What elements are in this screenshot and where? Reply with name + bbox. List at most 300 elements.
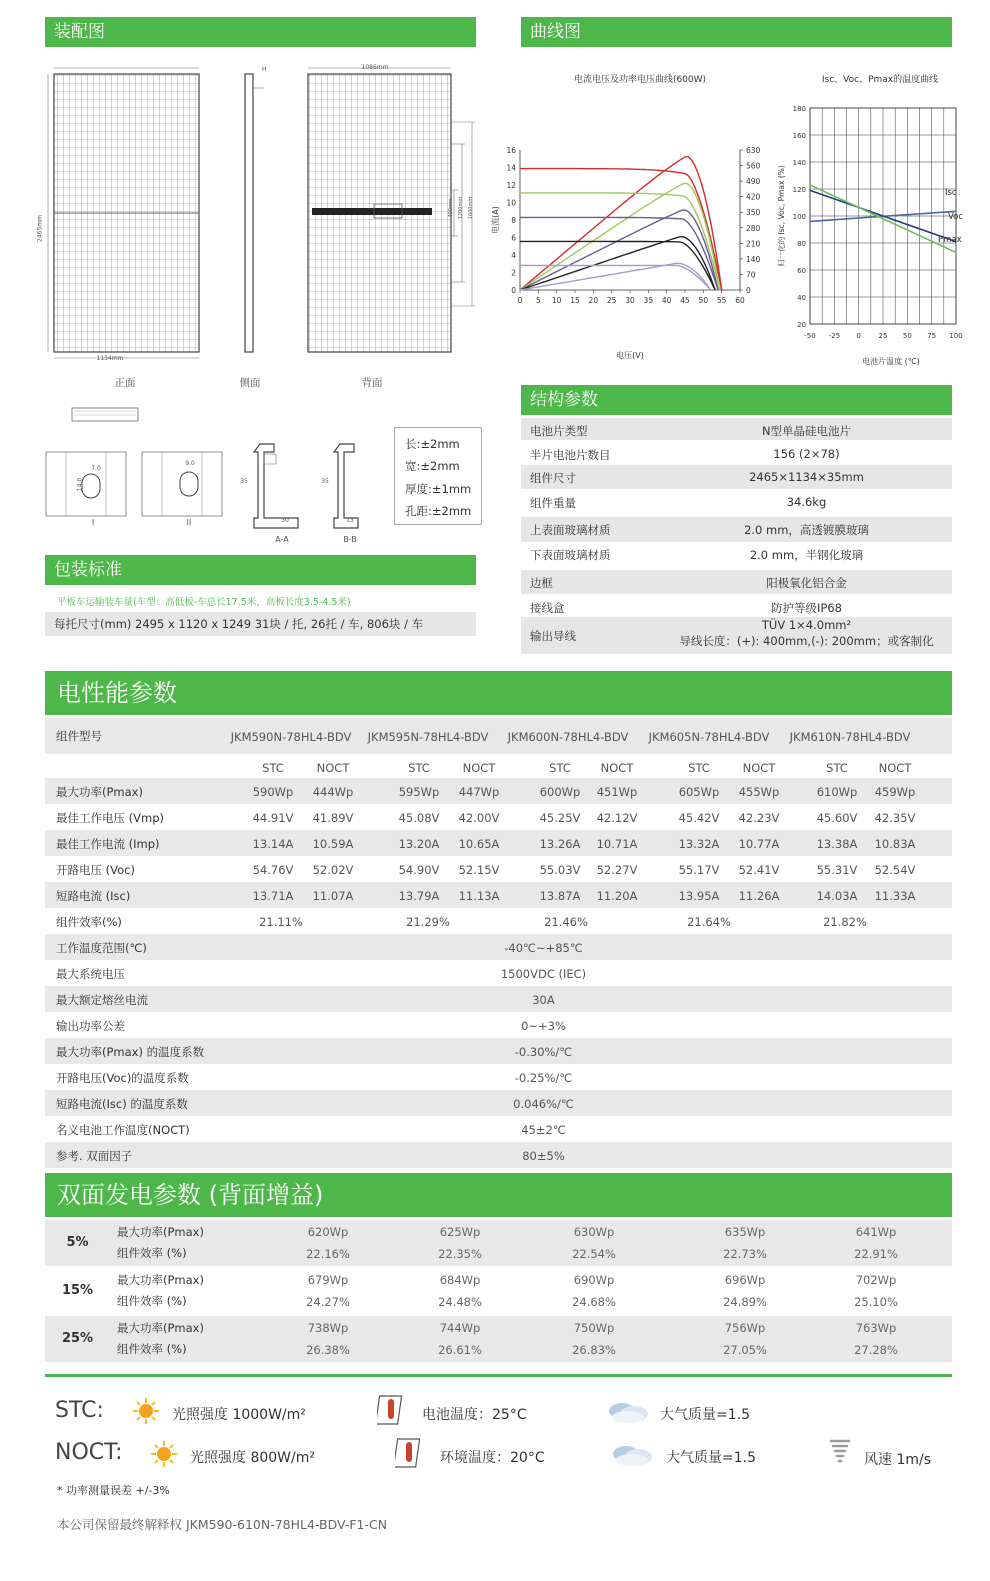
electrical-value: 11.13A	[458, 889, 500, 903]
electrical-value: 45.25V	[539, 811, 581, 825]
structure-header: 结构参数	[521, 385, 952, 415]
col-noct: NOCT	[742, 761, 776, 775]
bifacial-eff: 22.16%	[306, 1247, 350, 1261]
front-width-dim: 1134mm	[96, 355, 124, 362]
merged-row	[45, 986, 952, 1012]
structure-value: 2465×1134×35mm	[749, 470, 864, 484]
iv-x-tick: 50	[698, 296, 709, 305]
temp-y-tick: 20	[797, 321, 806, 329]
section-aa-label: A-A	[275, 535, 289, 544]
electrical-value: 13.38A	[816, 837, 858, 851]
electrical-value: 13.71A	[252, 889, 294, 903]
iv-x-tick: 60	[735, 296, 745, 305]
back-label: 背面	[361, 377, 383, 389]
electrical-key: 最大功率(Pmax)	[56, 785, 143, 799]
structure-key: 边框	[530, 576, 553, 590]
electrical-value: 451Wp	[596, 785, 638, 799]
electrical-value: 44.91V	[252, 811, 294, 825]
noct-label: NOCT:	[55, 1440, 123, 1465]
iv-x-tick: 20	[588, 296, 599, 305]
electrical-value: 41.89V	[312, 811, 354, 825]
iv-y-left-tick: 4	[511, 251, 516, 260]
back-width-dim: 1086mm	[361, 64, 389, 71]
electrical-row	[45, 804, 952, 830]
bifacial-pmax-label: 最大功率(Pmax)	[117, 1225, 204, 1239]
col-noct: NOCT	[316, 761, 350, 775]
iv-y-right-tick: 280	[746, 223, 761, 233]
merged-row	[45, 1012, 952, 1038]
iv-x-tick: 10	[551, 296, 562, 305]
col-noct: NOCT	[600, 761, 634, 775]
electrical-value: 13.26A	[539, 837, 581, 851]
noct-air-mass: 大气质量=1.5	[666, 1450, 756, 1466]
bifacial-eff: 26.38%	[306, 1343, 350, 1357]
bifacial-pmax: 630Wp	[573, 1225, 615, 1239]
tolerance-box	[394, 427, 482, 525]
iv-y-right-tick: 560	[746, 161, 761, 171]
electrical-value: 11.26A	[738, 889, 780, 903]
dim-35-aa: 35	[240, 478, 248, 485]
side-label: 侧面	[239, 377, 261, 389]
model-2: JKM595N-78HL4-BDV	[367, 730, 489, 744]
merged-key: 短路电流(Isc) 的温度系数	[56, 1097, 188, 1111]
col-stc: STC	[549, 761, 571, 775]
bifacial-eff: 24.27%	[306, 1295, 350, 1309]
electrical-value: 52.15V	[458, 863, 500, 877]
structure-row	[521, 490, 952, 516]
front-label: 正面	[114, 377, 136, 389]
structure-row	[521, 570, 952, 594]
temp-y-tick: 140	[792, 159, 806, 167]
merged-key: 输出功率公差	[56, 1019, 125, 1033]
bifacial-eff: 22.73%	[723, 1247, 767, 1261]
iv-x-tick: 45	[680, 296, 690, 305]
side-panel	[245, 74, 253, 352]
merged-row	[45, 1142, 952, 1168]
electrical-value: 42.12V	[596, 811, 638, 825]
electrical-value: 13.14A	[252, 837, 294, 851]
temp-x-tick: 100	[949, 332, 963, 340]
electrical-value: 42.35V	[874, 811, 916, 825]
bifacial-eff-label: 组件效率 (%)	[117, 1246, 187, 1260]
structure-row	[521, 542, 952, 569]
bifacial-pmax: 679Wp	[307, 1273, 349, 1287]
electrical-header: 电性能参数	[45, 671, 952, 715]
packaging-note: 平板车运输装车量(车型：高低板-车总长17.5米，高板长度3.5-4.5米)	[57, 597, 351, 608]
iv-x-tick: 15	[570, 296, 580, 305]
iv-y-right-tick: 210	[746, 239, 761, 249]
iv-y-left-tick: 14	[506, 163, 516, 173]
temp-series-label: Voc	[948, 212, 964, 222]
electrical-value: 52.27V	[596, 863, 638, 877]
electrical-value: 11.33A	[874, 889, 916, 903]
merged-value: 30A	[532, 993, 555, 1007]
temp-chart	[770, 100, 970, 370]
bifacial-header: 双面发电参数 (背面增益)	[45, 1173, 952, 1217]
bifacial-eff: 22.54%	[572, 1247, 616, 1261]
iv-y-right-tick: 350	[746, 208, 761, 218]
electrical-value: 55.03V	[539, 863, 581, 877]
bifacial-pmax: 702Wp	[855, 1273, 897, 1287]
iv-chart	[490, 140, 780, 370]
bifacial-pmax: 744Wp	[439, 1321, 481, 1335]
bifacial-pmax: 635Wp	[724, 1225, 766, 1239]
noct-wind-speed: 风速 1m/s	[864, 1452, 932, 1468]
merged-row	[45, 1116, 952, 1142]
structure-key: 组件尺寸	[530, 471, 576, 485]
iv-x-tick: 35	[643, 296, 654, 305]
model-1: JKM590N-78HL4-BDV	[230, 730, 352, 744]
col-stc: STC	[262, 761, 284, 775]
bifacial-pmax: 756Wp	[724, 1321, 766, 1335]
bifacial-percent: 15%	[61, 1283, 94, 1298]
iv-y-right-tick: 490	[746, 177, 761, 187]
efficiency-value: 21.29%	[406, 915, 450, 929]
section-bb-label: B-B	[343, 535, 357, 544]
dim-14: 14.0	[76, 477, 84, 492]
rights-note: 本公司保留最终解释权 JKM590-610N-78HL4-BDV-F1-CN	[57, 1517, 388, 1532]
iv-y-left-tick: 2	[511, 268, 516, 278]
structure-row	[521, 418, 952, 440]
bifacial-eff: 24.48%	[438, 1295, 482, 1309]
electrical-row	[45, 882, 952, 908]
efficiency-key: 组件效率(%)	[56, 915, 122, 929]
electrical-value: 13.95A	[678, 889, 720, 903]
iv-curve	[520, 265, 711, 290]
merged-value: -0.30%/℃	[514, 1045, 573, 1059]
stc-air-mass: 大气质量=1.5	[660, 1407, 750, 1423]
temp-x-tick: 0	[856, 332, 861, 340]
structure-row	[521, 517, 952, 542]
electrical-value: 610Wp	[816, 785, 858, 799]
bifacial-pmax: 620Wp	[307, 1225, 349, 1239]
electrical-value: 52.54V	[874, 863, 916, 877]
stc-irradiance: 光照强度 1000W/m²	[172, 1407, 306, 1423]
electrical-value: 10.65A	[458, 837, 500, 851]
power-tolerance-note: * 功率测量误差 +/-3%	[57, 1484, 170, 1497]
efficiency-value: 21.11%	[259, 915, 303, 929]
bifacial-eff: 27.28%	[854, 1343, 898, 1357]
iv-y-left-tick: 12	[506, 181, 516, 190]
electrical-value: 11.07A	[312, 889, 354, 903]
merged-value: 0~+3%	[521, 1019, 566, 1033]
iv-y-right-tick: 0	[746, 286, 751, 295]
electrical-value: 11.20A	[596, 889, 638, 903]
structure-row	[521, 442, 952, 464]
electrical-value: 14.03A	[816, 889, 858, 903]
electrical-value: 42.00V	[458, 811, 500, 825]
iv-y-right-tick: 420	[746, 192, 761, 202]
merged-value: -40℃~+85℃	[504, 941, 583, 955]
electrical-value: 459Wp	[874, 785, 916, 799]
electrical-value: 13.32A	[678, 837, 720, 851]
bifacial-percent: 25%	[61, 1331, 94, 1346]
iv-x-tick: 40	[661, 296, 672, 305]
packaging-spec: 每托尺寸(mm) 2495 x 1120 x 1249 31块 / 托, 26托 / 车, 806块 / 车	[45, 612, 476, 636]
dim-7: 7.0	[91, 465, 101, 472]
electrical-value: 455Wp	[738, 785, 780, 799]
bifacial-pmax-label: 最大功率(Pmax)	[117, 1321, 204, 1335]
bifacial-pmax-label: 最大功率(Pmax)	[117, 1273, 204, 1287]
electrical-key: 开路电压 (Voc)	[56, 863, 135, 877]
iv-y-left-tick: 0	[511, 286, 516, 295]
electrical-value: 54.90V	[398, 863, 440, 877]
structure-key: 上表面玻璃材质	[530, 523, 611, 537]
noct-ambient-temp: 环境温度：20°C	[440, 1450, 545, 1466]
bifacial-eff-label: 组件效率 (%)	[117, 1342, 187, 1356]
temp-x-tick: 75	[927, 332, 937, 340]
junction-box	[312, 208, 432, 215]
electrical-value: 10.71A	[596, 837, 638, 851]
iv-y-left-tick: 10	[506, 198, 516, 208]
structure-row	[521, 465, 952, 489]
electrical-value: 595Wp	[398, 785, 440, 799]
structure-key: 电池片类型	[530, 424, 588, 438]
structure-key: 组件重量	[530, 496, 576, 510]
model-label: 组件型号	[56, 729, 102, 743]
efficiency-value: 21.82%	[823, 915, 867, 929]
cloud-icon	[608, 1440, 656, 1468]
electrical-value: 45.42V	[678, 811, 720, 825]
structure-value: 2.0 mm，半钢化玻璃	[749, 548, 864, 562]
merged-row	[45, 1064, 952, 1090]
structure-key: 半片电池片数目	[530, 448, 611, 462]
dim-13: 13	[346, 517, 354, 524]
iv-x-tick: 30	[625, 296, 635, 305]
merged-value: 45±2℃	[521, 1123, 566, 1137]
temp-y-tick: 120	[792, 186, 806, 194]
col-noct: NOCT	[462, 761, 496, 775]
structure-value: 阳极氧化铝合金	[766, 576, 847, 590]
electrical-value: 55.31V	[816, 863, 858, 877]
iv-x-tick: 25	[606, 296, 617, 305]
bifacial-eff: 24.89%	[723, 1295, 767, 1309]
merged-row	[45, 1090, 952, 1116]
tolerance-width: 宽:±2mm	[405, 459, 460, 473]
iv-y-right-tick: 70	[746, 270, 756, 280]
electrical-value: 600Wp	[539, 785, 581, 799]
temp-y-label: 归一化的 Isc, Voc, Pmax (%)	[777, 165, 786, 267]
bifacial-eff: 25.10%	[854, 1295, 898, 1309]
merged-key: 最大额定熔丝电流	[56, 993, 148, 1007]
bifacial-pmax: 738Wp	[307, 1321, 349, 1335]
temp-chart-title: Isc、Voc、Pmax的温度曲线	[821, 75, 939, 85]
efficiency-row	[45, 908, 952, 934]
electrical-value: 10.83A	[874, 837, 916, 851]
electrical-key: 最佳工作电压 (Vmp)	[56, 811, 164, 825]
bifacial-pmax: 750Wp	[573, 1321, 615, 1335]
electrical-key: 短路电流 (Isc)	[56, 889, 131, 903]
iv-y-right-tick: 140	[746, 254, 761, 264]
model-3: JKM600N-78HL4-BDV	[507, 730, 629, 744]
dim-30: 30	[281, 517, 289, 524]
merged-row	[45, 1038, 952, 1064]
col-stc: STC	[408, 761, 430, 775]
sun-icon	[150, 1440, 178, 1468]
bifacial-pmax: 696Wp	[724, 1273, 766, 1287]
temp-y-tick: 160	[792, 132, 806, 140]
bifacial-pmax: 641Wp	[855, 1225, 897, 1239]
electrical-value: 45.08V	[398, 811, 440, 825]
electrical-row	[45, 856, 952, 882]
structure-key: 输出导线	[530, 629, 576, 643]
electrical-value: 605Wp	[678, 785, 720, 799]
thermometer-icon	[377, 1393, 405, 1427]
tolerance-thickness: 厚度:±1mm	[405, 482, 472, 496]
temp-series-label: Isc	[945, 188, 957, 198]
electrical-value: 590Wp	[252, 785, 294, 799]
dim-1200: 1200mm	[458, 196, 464, 220]
iv-y-left-tick: 16	[506, 146, 516, 155]
bifacial-pmax: 684Wp	[439, 1273, 481, 1287]
bifacial-eff-label: 组件效率 (%)	[117, 1294, 187, 1308]
merged-value: 80±5%	[522, 1149, 565, 1163]
bifacial-pmax: 763Wp	[855, 1321, 897, 1335]
bifacial-eff: 22.91%	[854, 1247, 898, 1261]
bifacial-pmax: 625Wp	[439, 1225, 481, 1239]
thermometer-icon	[395, 1436, 423, 1470]
iv-y-left-tick: 8	[511, 216, 516, 225]
iv-y-label: 电流(A)	[491, 206, 500, 234]
electrical-value: 52.41V	[738, 863, 780, 877]
curves-header: 曲线图	[521, 17, 952, 47]
side-dim-h: H	[262, 66, 267, 73]
bifacial-eff: 24.68%	[572, 1295, 616, 1309]
electrical-value: 52.02V	[312, 863, 354, 877]
dim-400: 400mm	[448, 198, 454, 218]
electrical-value: 42.23V	[738, 811, 780, 825]
bifacial-eff: 26.61%	[438, 1343, 482, 1357]
tolerance-hole: 孔距:±2mm	[405, 504, 472, 518]
temp-series-label: Pmax	[938, 235, 962, 245]
packaging-header: 包装标准	[45, 555, 476, 585]
temp-y-tick: 100	[792, 213, 806, 221]
iv-curve	[520, 217, 718, 290]
structure-key: 接线盒	[530, 601, 565, 615]
bifacial-eff: 26.83%	[572, 1343, 616, 1357]
dim-35-bb: 35	[321, 478, 329, 485]
dim-9: 9.0	[185, 460, 195, 467]
sun-icon	[132, 1397, 160, 1425]
bifacial-percent: 5%	[66, 1235, 89, 1250]
iv-chart-title: 电流电压及功率电压曲线(600W)	[573, 75, 707, 85]
structure-row	[521, 617, 952, 654]
electrical-row	[45, 778, 952, 804]
electrical-value: 10.77A	[738, 837, 780, 851]
temp-y-tick: 60	[797, 267, 806, 275]
col-stc: STC	[826, 761, 848, 775]
structure-key: 下表面玻璃材质	[530, 548, 611, 562]
noct-irradiance: 光照强度 800W/m²	[190, 1450, 315, 1466]
iv-x-tick: 0	[517, 296, 523, 305]
temp-x-label: 电池片温度 (℃)	[862, 357, 920, 366]
efficiency-value: 21.46%	[544, 915, 588, 929]
model-5: JKM610N-78HL4-BDV	[789, 730, 911, 744]
structure-value: 2.0 mm，高透镀膜玻璃	[744, 523, 869, 537]
label-plate	[72, 408, 138, 421]
merged-key: 工作温度范围(℃)	[56, 941, 147, 955]
electrical-value: 13.79A	[398, 889, 440, 903]
structure-value: 34.6kg	[786, 495, 827, 509]
iv-x-label: 电压(V)	[616, 351, 644, 360]
electrical-value: 447Wp	[458, 785, 500, 799]
stc-label: STC:	[55, 1398, 104, 1423]
model-row	[45, 718, 952, 754]
merged-key: 参考. 双面因子	[56, 1149, 133, 1163]
electrical-value: 54.76V	[252, 863, 294, 877]
electrical-row	[45, 830, 952, 856]
temp-x-tick: 25	[878, 332, 888, 340]
col-noct: NOCT	[878, 761, 912, 775]
merged-value: 0.046%/℃	[513, 1097, 574, 1111]
iv-y-right-tick: 630	[746, 146, 761, 155]
bifacial-eff: 22.35%	[438, 1247, 482, 1261]
electrical-key: 最佳工作电流 (Imp)	[56, 837, 160, 851]
pv-curve	[520, 183, 720, 290]
detail-ii-label: II	[186, 518, 192, 527]
bifacial-group	[45, 1316, 952, 1362]
bifacial-group	[45, 1220, 952, 1266]
temp-y-tick: 80	[797, 240, 806, 248]
detail-i-label: I	[91, 518, 95, 527]
merged-row	[45, 934, 952, 960]
iv-y-left-tick: 6	[511, 233, 516, 243]
efficiency-value: 21.64%	[687, 915, 731, 929]
temp-y-tick: 40	[797, 294, 806, 302]
electrical-value: 45.60V	[816, 811, 858, 825]
temp-x-tick: -25	[828, 332, 841, 340]
conditions-divider	[45, 1374, 952, 1377]
merged-row	[45, 960, 952, 986]
stc-noct-row	[45, 754, 952, 780]
bifacial-eff: 27.05%	[723, 1343, 767, 1357]
iv-x-tick: 5	[535, 296, 541, 305]
merged-value: 1500VDC (IEC)	[500, 967, 587, 981]
merged-key: 开路电压(Voc)的温度系数	[56, 1071, 189, 1085]
bifacial-pmax: 690Wp	[573, 1273, 615, 1287]
iv-x-tick: 55	[716, 296, 727, 305]
structure-value: 156 (2×78)	[773, 447, 840, 461]
electrical-value: 10.59A	[312, 837, 354, 851]
section-bb	[334, 444, 358, 528]
temp-x-tick: -50	[804, 332, 816, 340]
col-stc: STC	[688, 761, 710, 775]
structure-value: 防护等级IP68	[771, 601, 842, 615]
stc-cell-temp: 电池温度：25°C	[422, 1407, 527, 1423]
merged-value: -0.25%/℃	[514, 1071, 573, 1085]
model-4: JKM605N-78HL4-BDV	[648, 730, 770, 744]
tolerance-length: 长:±2mm	[405, 437, 460, 451]
wind-icon	[828, 1436, 852, 1468]
cloud-icon	[604, 1397, 652, 1425]
electrical-value: 13.87A	[539, 889, 581, 903]
electrical-value: 444Wp	[312, 785, 354, 799]
electrical-value: 13.20A	[398, 837, 440, 851]
temp-x-tick: 50	[902, 332, 912, 340]
structure-value: N型单晶硅电池片	[761, 424, 852, 438]
structure-value-2: 导线长度：(+): 400mm,(-): 200mm；或客制化	[679, 634, 934, 648]
bifacial-group	[45, 1268, 952, 1314]
merged-key: 名义电池工作温度(NOCT)	[56, 1123, 190, 1137]
temp-y-tick: 180	[792, 105, 806, 113]
structure-value: TÜV 1×4.0mm²	[761, 618, 852, 632]
merged-key: 最大功率(Pmax) 的温度系数	[56, 1045, 205, 1059]
electrical-value: 55.17V	[678, 863, 720, 877]
height-dim: 2465mm	[36, 215, 44, 242]
merged-key: 最大系统电压	[56, 967, 125, 981]
structure-row	[521, 595, 952, 617]
dim-1600: 1600mm	[468, 196, 474, 220]
